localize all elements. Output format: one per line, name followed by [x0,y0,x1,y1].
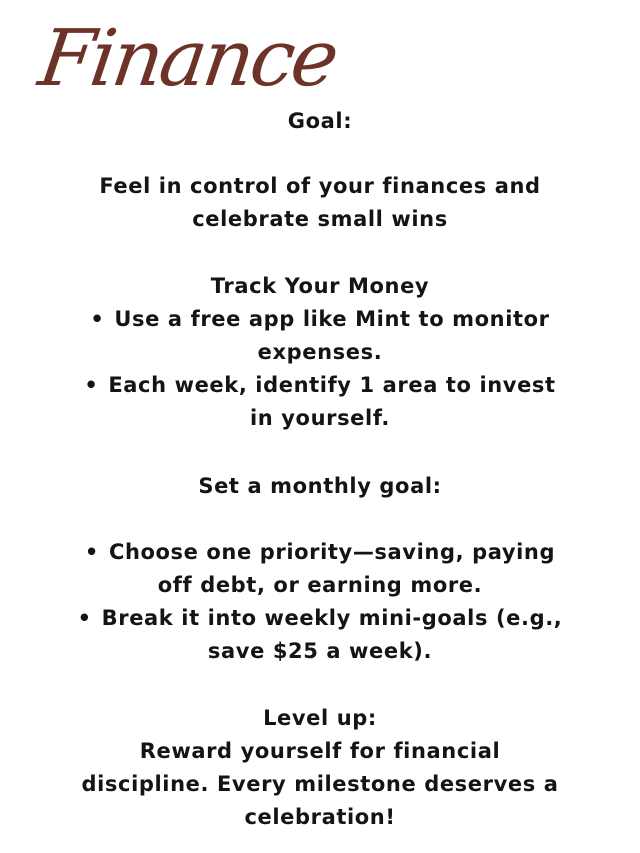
goal-label: Goal: [287,109,353,133]
level-up-text-line-1: Reward yourself for financial [139,739,501,763]
monthly-bullet-1-line-2: off debt, or earning more. [157,573,483,597]
track-bullet-2-line-2: in yourself. [250,406,390,430]
monthly-bullet-2-line-2: save $25 a week). [207,639,433,663]
monthly-bullet-2-line-1: Break it into weekly mini-goals (e.g., [101,606,563,630]
page-title: Finance [33,14,342,104]
monthly-goal-heading: Set a monthly goal: [198,474,442,498]
goal-text-line-2: celebrate small wins [192,207,448,231]
level-up-heading: Level up: [263,706,377,730]
monthly-bullet-2 [10,602,630,635]
level-up-text-line-3: celebration! [244,805,396,829]
bullet-icon: • [90,307,105,331]
bullet-icon: • [84,540,99,564]
track-bullet-2 [10,369,630,402]
track-bullet-2-line-1: Each week, identify 1 area to invest [108,373,556,397]
track-bullet-1 [10,303,630,336]
monthly-bullet-1-line-1: Choose one priority—saving, paying [108,540,556,564]
track-money-heading: Track Your Money [210,274,430,298]
bullet-icon: • [84,373,99,397]
track-bullet-1-line-2: expenses. [257,340,383,364]
level-up-text-line-2: discipline. Every milestone deserves a [81,772,559,796]
goal-text-line-1: Feel in control of your finances and [99,174,541,198]
monthly-bullet-1 [10,536,630,569]
track-bullet-1-line-1: Use a free app like Mint to monitor [114,307,550,331]
bullet-icon: • [77,606,92,630]
